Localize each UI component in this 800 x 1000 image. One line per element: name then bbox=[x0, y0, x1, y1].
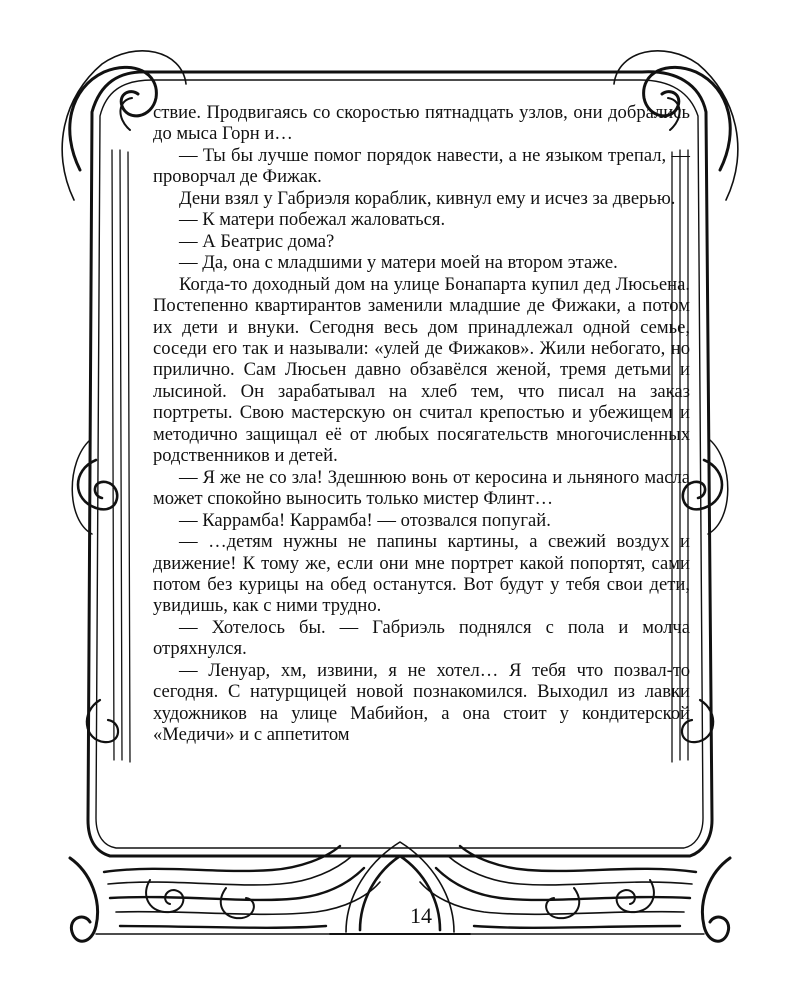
paragraph: — Я же не со зла! Здешнюю вонь от керосина и льняного масла может спокойно выносить только мистер Флинт… bbox=[153, 466, 690, 510]
body-text bbox=[153, 102, 690, 746]
paragraph: — А Беатрис дома? bbox=[179, 230, 335, 252]
ornament-bottom-left bbox=[70, 858, 98, 941]
paragraph: — Ленуар, хм, извини, я не хотел… Я тебя что позвал-то сегодня. С натурщицей новой познакомился. Выходил из лавки художников на улице Мабийон, а она стоит у кондитерской «Медичи» и с аппетитом bbox=[153, 659, 690, 746]
paragraph: — Каррамба! Каррамба! — отозвался попугай. bbox=[179, 509, 551, 531]
ornament-bottom-right bbox=[702, 858, 730, 941]
paragraph: Когда-то доходный дом на улице Бонапарта купил дед Люсьена. Постепенно квартирантов заменили младшие де Фижаки, а потом их дети и внуки. Сегодня весь дом принадлежал одной семье, соседи его так и называли: «улей де Фижаков». Жили небогато, но прилично. Сам Люсьен давно обзавёлся женой, тремя детьми и лысиной. Он зарабатывал на хлеб тем, что писал на заказ портреты. Свою мастерскую он считал крепостью и убежищем и методично защищал её от любых посягательств многочисленных родственников и детей. bbox=[153, 273, 690, 467]
paragraph: Дени взял у Габриэля кораблик, кивнул ему и исчез за дверью. bbox=[179, 187, 676, 209]
paragraph: ствие. Продвигаясь со скоростью пятнадцать узлов, они добрались до мыса Горн и… bbox=[153, 102, 690, 145]
paragraph: — Да, она с младшими у матери моей на втором этаже. bbox=[179, 252, 618, 274]
frame-left-lines bbox=[112, 150, 130, 762]
ornament-top-left-swirl bbox=[70, 67, 157, 170]
paragraph: — …детям нужны не папины картины, а свежий воздух и движение! К тому же, если они мне портрет какой попортят, сами потом без курицы на обед останутся. Вот будут у тебя свои дети, увидишь, как с ними трудно. bbox=[153, 531, 690, 617]
paragraph: — Ты бы лучше помог порядок навести, а не языком трепал, — проворчал де Фижак. bbox=[153, 144, 690, 188]
paragraph: — Хотелось бы. — Габриэль поднялся с пола и молча отряхнулся. bbox=[153, 616, 690, 660]
paragraph: — К матери побежал жаловаться. bbox=[179, 209, 446, 231]
page-number: 14 bbox=[410, 903, 432, 928]
